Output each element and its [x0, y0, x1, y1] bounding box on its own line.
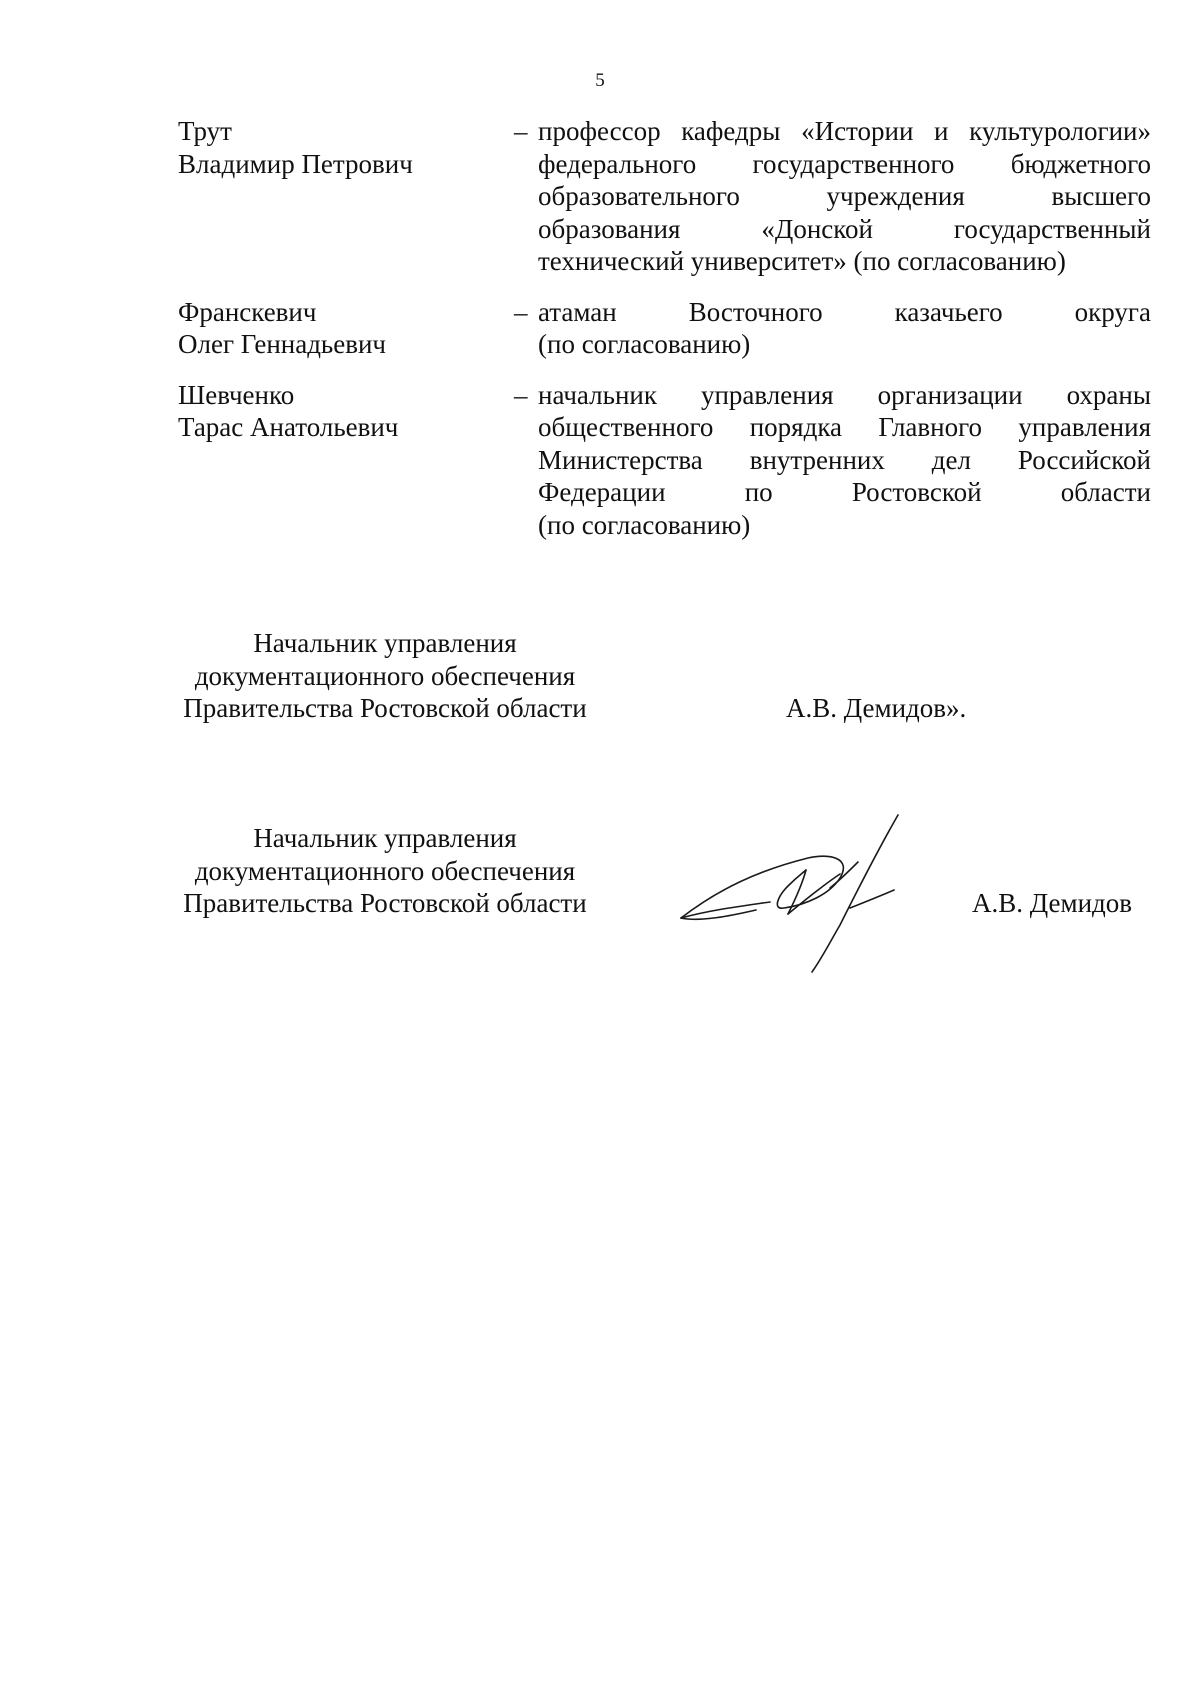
member-surname: Франскевич	[178, 296, 317, 327]
position-line: Правительства Ростовской области	[183, 888, 587, 918]
dash-separator: –	[514, 116, 528, 146]
appendix-signatory-position	[150, 627, 620, 725]
handwritten-signature-icon	[680, 810, 950, 975]
position-line: документационного обеспечения	[194, 855, 576, 886]
page-number: 5	[595, 70, 605, 91]
member-role	[538, 379, 1151, 542]
member-row	[178, 115, 1158, 278]
dash-separator: –	[514, 379, 528, 410]
member-surname: Шевченко	[178, 379, 295, 410]
signatory-position	[150, 822, 620, 920]
role-line: федерального государственного бюджетного	[538, 148, 1151, 179]
position-line: Начальник управления	[253, 628, 517, 658]
role-line: образовательного учреждения высшего	[538, 181, 1151, 211]
role-line: (по согласованию)	[538, 329, 751, 359]
member-role	[538, 115, 1151, 278]
member-role	[538, 296, 1151, 361]
role-line: образования «Донской государственный	[538, 213, 1151, 244]
appendix-signatory-name: А.В. Демидов».	[786, 693, 967, 723]
member-name	[178, 296, 514, 361]
member-given-names: Владимир Петрович	[178, 148, 413, 179]
position-line: Правительства Ростовской области	[183, 693, 587, 723]
member-row	[178, 296, 1158, 361]
dash-separator: –	[514, 296, 528, 327]
member-given-names: Тарас Анатольевич	[178, 412, 399, 442]
role-line: технический университет» (по согласованию)	[538, 246, 1066, 276]
member-row	[178, 379, 1158, 542]
position-line: документационного обеспечения	[194, 660, 576, 691]
signatory-name: А.В. Демидов	[972, 888, 1133, 918]
member-surname: Трут	[178, 116, 232, 146]
member-name	[178, 379, 514, 542]
member-given-names: Олег Геннадьевич	[178, 329, 387, 359]
position-line: Начальник управления	[253, 823, 517, 853]
role-line: Федерации по Ростовской области	[538, 477, 1151, 507]
members-list	[178, 115, 1158, 541]
role-line: профессор кафедры «Истории и культурологии»	[538, 116, 1151, 146]
role-line: атаман Восточного казачьего округа	[538, 296, 1151, 327]
role-line: общественного порядка Главного управления	[538, 412, 1151, 442]
role-line: начальник управления организации охраны	[538, 379, 1151, 410]
role-line: Министерства внутренних дел Российской	[538, 444, 1151, 475]
member-name	[178, 115, 514, 278]
role-line: (по согласованию)	[538, 509, 751, 540]
